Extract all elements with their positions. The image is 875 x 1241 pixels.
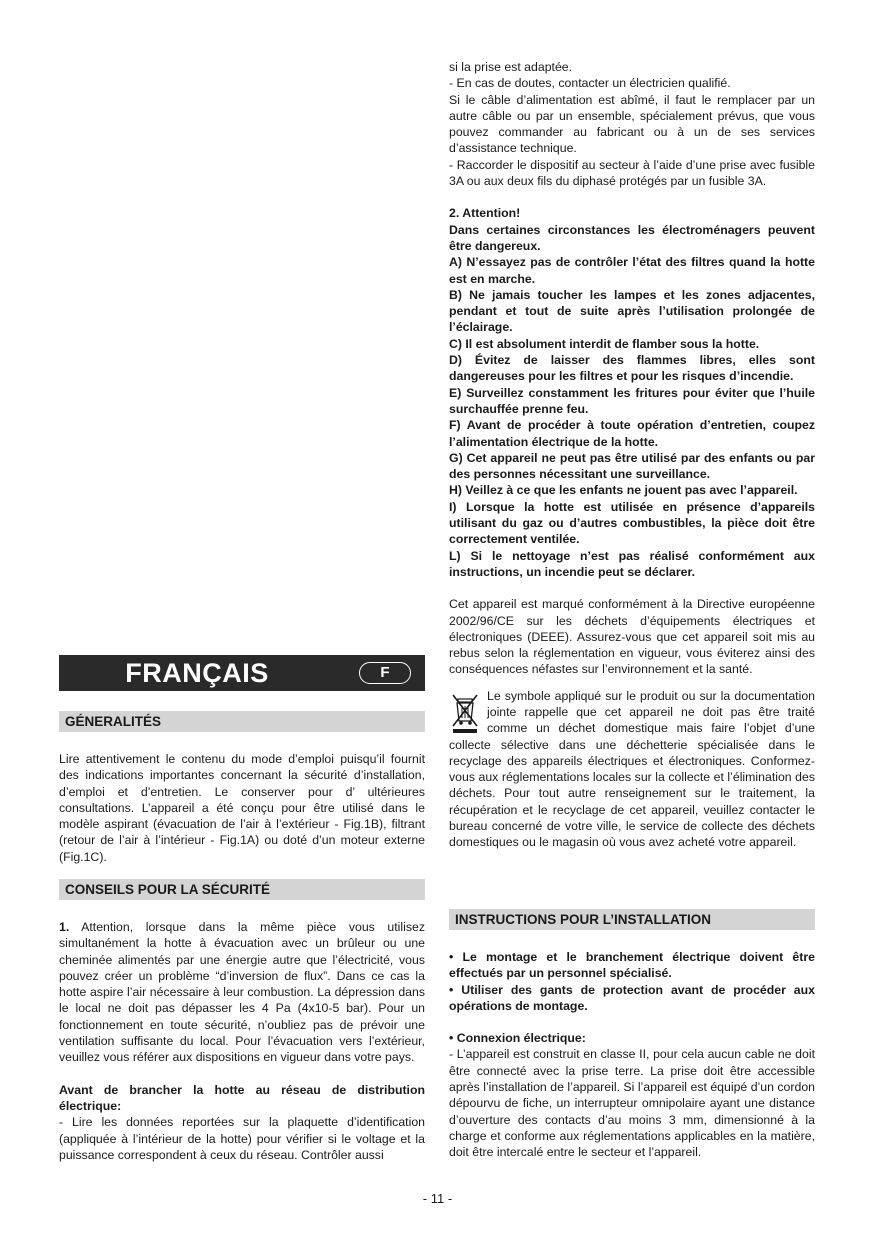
- install-bullet-1: • Le montage et le branchement électrique doivent être effectués par un personnel spécialisé.: [449, 950, 815, 981]
- right-column-installation: [449, 949, 815, 1161]
- electric-connection-title: • Connexion électrique:: [449, 1031, 586, 1046]
- connection-text-left: - Lire les données reportées sur la plaquette d’identification (appliquée à l’intérieur de la hotte) pour vérifier si le voltage et la puissance correspondent à ceux du réseau. Contrôler aussi: [59, 1115, 425, 1162]
- connection-text-right-2: - En cas de doutes, contacter un électricien qualifié.: [449, 76, 731, 91]
- section-heading-installation: INSTRUCTIONS POUR L’INSTALLATION: [449, 909, 815, 930]
- attention-item: A) N’essayez pas de contrôler l’état des filtres quand la hotte est en marche.: [449, 255, 815, 286]
- install-bullet-2: • Utiliser des gants de protection avant de procéder aux opérations de montage.: [449, 982, 815, 1013]
- language-badge: F: [359, 662, 411, 684]
- attention-intro: Dans certaines circonstances les électroménagers peuvent être dangereux.: [449, 222, 815, 253]
- attention-item: L) Si le nettoyage n’est pas réalisé conformément aux instructions, un incendie peut se déclarer.: [449, 548, 815, 579]
- section-heading-general: GÉNERALITÉS: [59, 711, 425, 732]
- right-column: [449, 59, 815, 851]
- attention-item: H) Veillez à ce que les enfants ne jouent pas avec l’appareil.: [449, 483, 798, 498]
- attention-item: C) Il est absolument interdit de flamber sous la hotte.: [449, 336, 760, 351]
- attention-item: E) Surveillez constamment les fritures pour éviter que l’huile surchauffée prenne feu.: [449, 385, 815, 416]
- left-column-safety: [59, 919, 425, 1163]
- weee-directive-paragraph: Cet appareil est marqué conformément à la Directive européenne 2002/96/CE sur les déchets d’équipements électriques et électroniques (DEEE). Assurez-vous que cet appareil soit mis au rebus selon la réglementation en vigueur, vous éviterez ainsi des conséquences néfastes sur l’environnement et la santé.: [449, 597, 815, 677]
- safety-item-1: [59, 919, 425, 1066]
- attention-item: B) Ne jamais toucher les lampes et les zones adjacentes, pendant et tout de suite après l’utilisation prolongée de l’éclairage.: [449, 287, 815, 335]
- weee-symbol-block: [449, 688, 815, 851]
- connection-text-right-1: si la prise est adaptée.: [449, 60, 573, 74]
- connection-heading: Avant de brancher la hotte au réseau de distribution électrique:: [59, 1082, 425, 1113]
- language-banner: [59, 655, 425, 691]
- electric-connection-text: - L’appareil est construit en classe II, pour cela aucun cable ne doit être connecté avec la prise terre. La prise doit être accessible après l’installation de l’appareil. Si l’appareil est équipé d’un cordon dépourvu de fiche, un interrupteur omnipolaire ayant une distance d’ouverture des contacts d’au moins 3 mm, dimensionné à la charge et conforme aux réglementations applicables en la matière, doit être intercalé entre le secteur et l’appareil.: [449, 1047, 815, 1160]
- attention-title: 2. Attention!: [449, 206, 521, 221]
- attention-item: G) Cet appareil ne peut pas être utilisé par des enfants ou par des personnes nécessitant une surveillance.: [449, 450, 815, 482]
- page-number: - 11 -: [422, 1191, 453, 1206]
- section-heading-safety: CONSEILS POUR LA SÉCURITÉ: [59, 879, 425, 900]
- crossed-bin-icon: [449, 690, 483, 734]
- attention-item: F) Avant de procéder à toute opération d’entretien, coupez l’alimentation électrique de la hotte.: [449, 418, 815, 449]
- left-column-general: [59, 751, 425, 865]
- connection-text-right-4: - Raccorder le dispositif au secteur à l’aide d’une prise avec fusible 3A ou aux deux fils du diphasé protégés par un fusible 3A.: [449, 157, 815, 189]
- safety-item-1-text: Attention, lorsque dans la même pièce vous utilisez simultanément la hotte à évacuation avec un brûleur ou une cheminée alimentés par une énergie autre que l’électricité, vous pouvez créer un problème “d’inversion de flux”. Dans ce cas la hotte aspire l’air nécessaire à leur combustion. La dépression dans le local ne doit pas dépasser les 4 Pa (4x10-5 bar). Pour un fonctionnement en toute sécurité, n’oubliez pas de prévoir une ventilation suffisante du local. Pour l’évacuation vers l’extérieur, veuillez vous référer aux dispositions en vigueur dans votre pays.: [59, 920, 425, 1065]
- weee-symbol-paragraph: Le symbole appliqué sur le produit ou sur la documentation jointe rappelle que cet appareil ne doit pas être traité comme un déchet domestique mais faire l’objet d’une collecte sélective dans une déchetterie spécialisée dans le recyclage des appareils électriques et électroniques. Conformez-vous aux réglementations locales sur la collecte et l’élimination des déchets. Pour tout autre renseignement sur le traitement, la récupération et le recyclage de cet appareil, veuillez contacter le bureau concerné de votre ville, le service de collecte des déchets domestiques ou le magasin où vous avez acheté votre appareil.: [449, 688, 815, 850]
- safety-item-1-number: 1.: [59, 920, 70, 934]
- connection-text-right-3: Si le câble d’alimentation est abîmé, il faut le remplacer par un autre câble ou par un ensemble, spécialement prévus, que vous pouvez commander au fabricant ou à un de ses services d’assistance technique.: [449, 92, 815, 156]
- attention-item: I) Lorsque la hotte est utilisée en présence d’appareils utilisant du gaz ou d’autres combustibles, la pièce doit être correctement ventilée.: [449, 499, 815, 547]
- language-title: FRANÇAIS: [125, 658, 269, 688]
- general-paragraph: Lire attentivement le contenu du mode d’emploi puisqu’il fournit des indications importantes concernant la sécurité d’installation, d’emploi et d’entretien. Le conserver pour d’ ultérieures consultations. L’appareil a été conçu pour être utilisé dans le modèle aspirant (évacuation de l’air à l’extérieur - Fig.1B), filtrant (retour de l’air à l’intérieur - Fig.1A) ou doté d’un moteur externe (Fig.1C).: [59, 752, 425, 864]
- attention-item: D) Évitez de laisser des flammes libres, elles sont dangereuses pour les filtres et pour les risques d’incendie.: [449, 353, 815, 384]
